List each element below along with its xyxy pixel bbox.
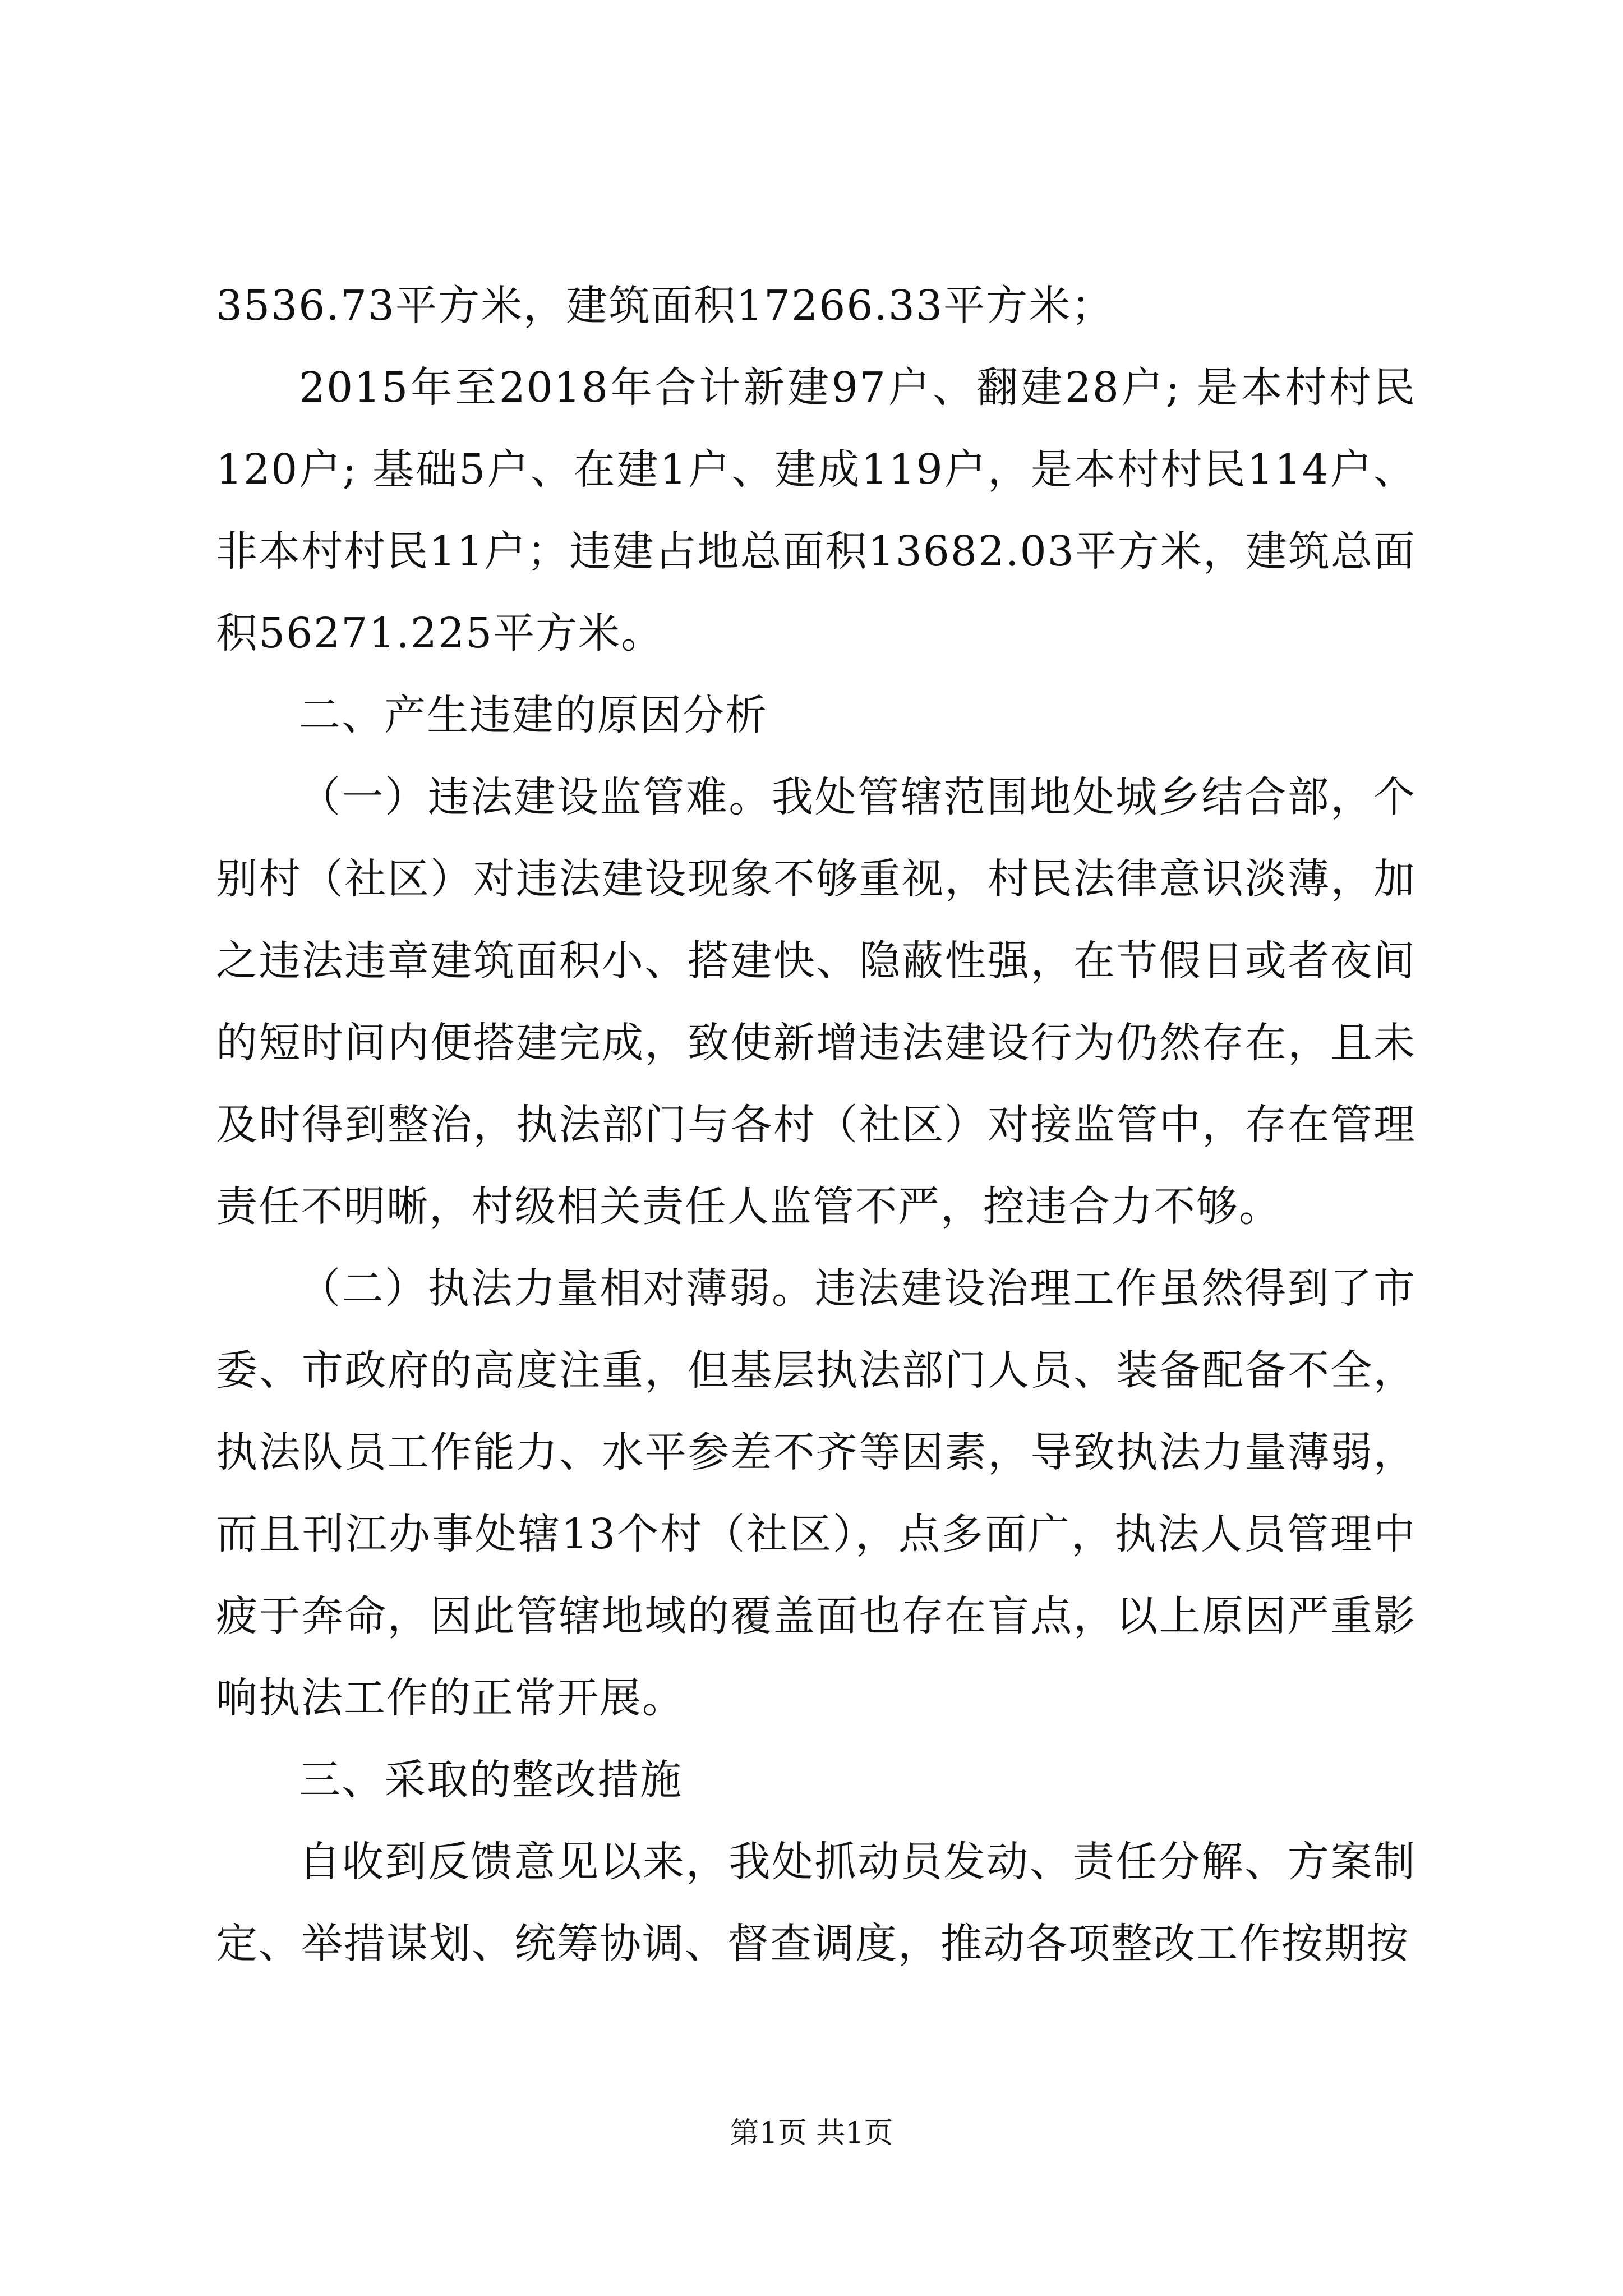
paragraph-statistics-2015-2018: 2015年至2018年合计新建97户、翻建28户; 是本村村民120户; 基础5户、在建1户、建成119户，是本村村民114户、非本村村民11户；违建占地总面积13682.03平方米，建筑总面积56271.225平方米。 [216, 364, 1416, 657]
paragraph-rectification-intro: 自收到反馈意见以来，我处抓动员发动、责任分解、方案制定、举措谋划、统筹协调、督查调度，推动各项整改工作按期按 [216, 1838, 1416, 1968]
section-heading-cause-analysis: 二、产生违建的原因分析 [299, 691, 768, 739]
paragraph-enforcement-weakness: （二）执法力量相对薄弱。违法建设治理工作虽然得到了市委、市政府的高度注重，但基层执法部门人员、装备配备不全，执法队员工作能力、水平参差不齐等因素，导致执法力量薄弱，而且刊江办事处辖13个村（社区），点多面广，执法人员管理中疲于奔命，因此管辖地域的覆盖面也存在盲点，以上原因严重影响执法工作的正常开展。 [216, 1264, 1416, 1722]
document-body [216, 265, 1416, 1985]
paragraph-supervision-difficulty: （一）违法建设监管难。我处管辖范围地处城乡结合部，个别村（社区）对违法建设现象不够重视，村民法律意识淡薄，加之违法违章建筑面积小、搭建快、隐蔽性强，在节假日或者夜间的短时间内便搭建完成，致使新增违法建设行为仍然存在，且未及时得到整治，执法部门与各村（社区）对接监管中，存在管理责任不明晰，村级相关责任人监管不严，控违合力不够。 [216, 773, 1416, 1231]
paragraph-area-continuation: 3536.73平方米，建筑面积17266.33平方米； [216, 282, 1114, 330]
section-heading-rectification-measures: 三、采取的整改措施 [299, 1756, 683, 1804]
page-footer: 第1页 共1页 [730, 2116, 893, 2150]
